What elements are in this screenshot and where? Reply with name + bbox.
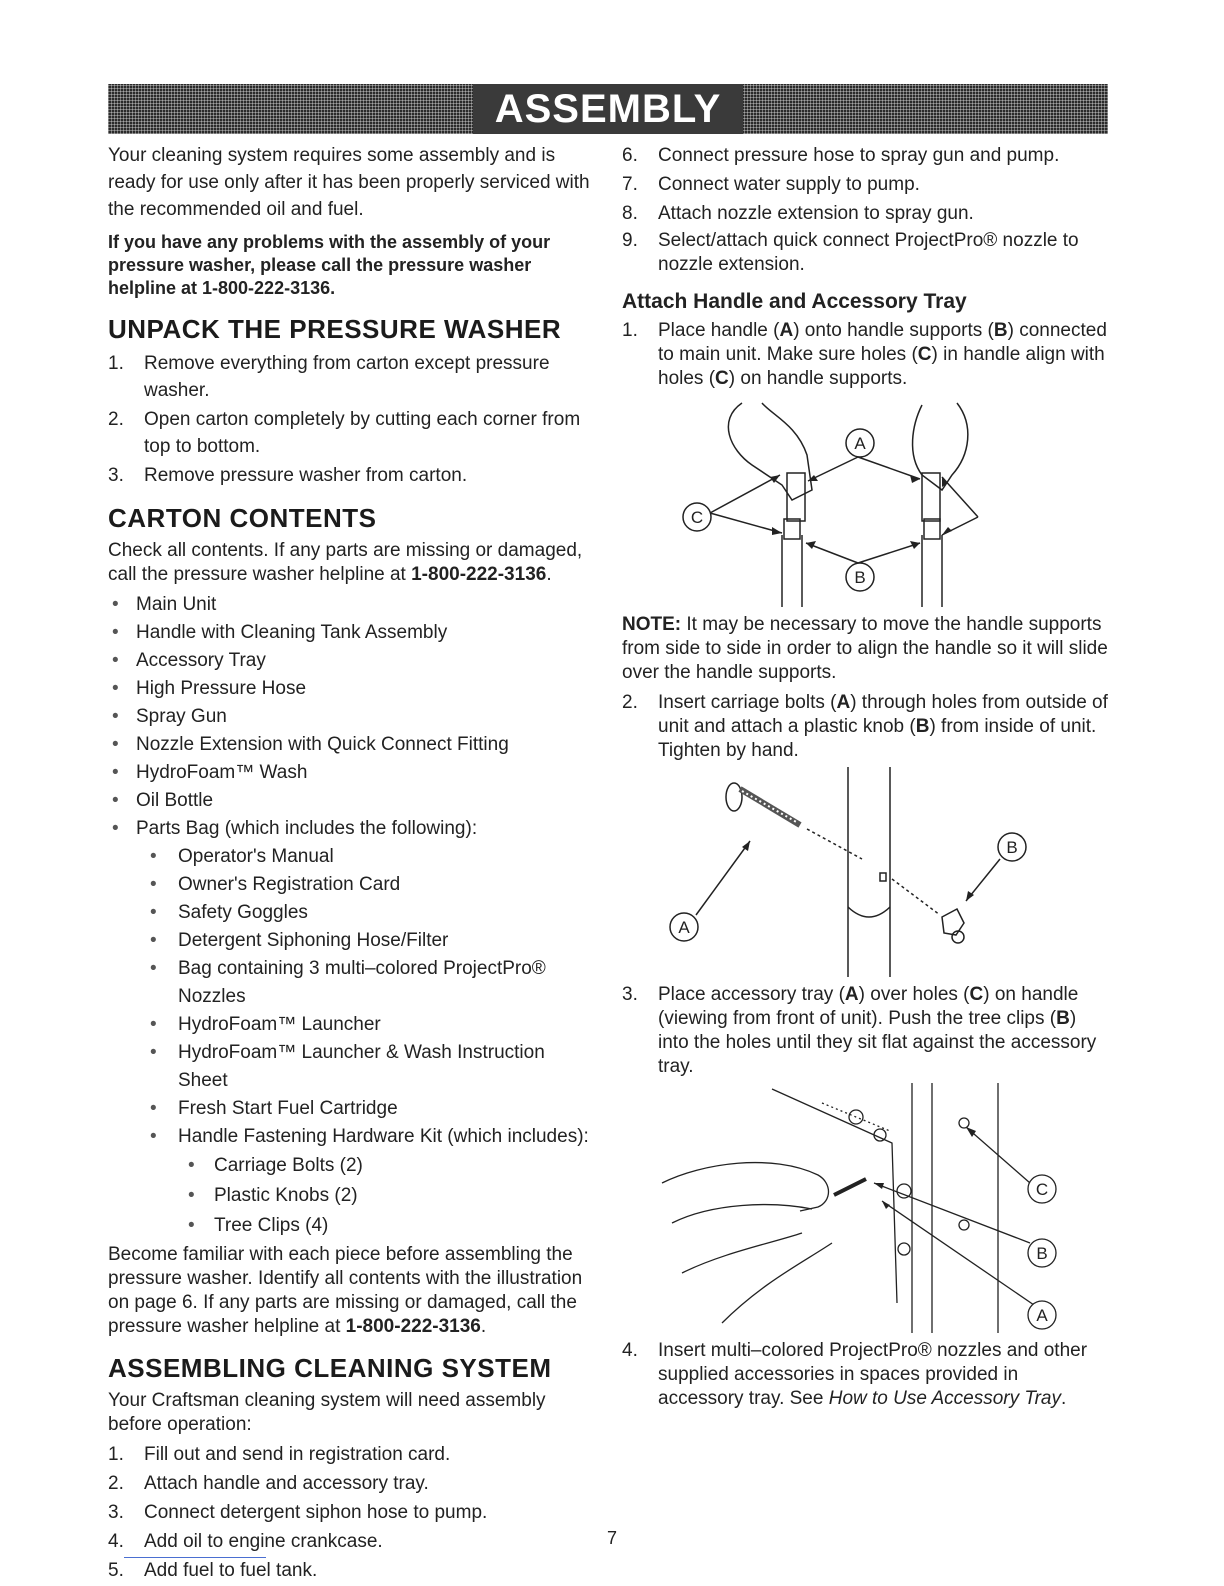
figure-label-a: A (1036, 1306, 1048, 1325)
list-item: • Detergent Siphoning Hose/Filter (108, 927, 596, 955)
footer-rule (124, 1557, 266, 1558)
step-text: Attach nozzle extension to spray gun. (658, 203, 974, 224)
list-item (622, 142, 1108, 169)
step-number: 5. (108, 1560, 124, 1581)
step-number: 6. (622, 145, 638, 166)
carton-outro: Become familiar with each piece before assembling the pressure washer. Identify all contents with the illustration on page 6. If any parts are missing or damaged, call the pressure washer helpline at 1-800-222-3136. (108, 1244, 583, 1337)
left-column (108, 142, 596, 1586)
carton-intro: Check all contents. If any parts are missing or damaged, call the pressure washer helpline at 1-800-222-3136. (108, 540, 583, 585)
page-number: 7 (606, 1528, 617, 1548)
attach-step-3 (622, 983, 1108, 1079)
list-item (108, 462, 596, 489)
attach-step-4 (622, 1339, 1108, 1411)
step-number: 1. (622, 320, 638, 341)
list-item: • Operator's Manual (108, 843, 596, 871)
carton-heading: CARTON CONTENTS (108, 503, 377, 533)
list-item: • Fresh Start Fuel Cartridge (108, 1095, 596, 1123)
list-item: 1. Place handle (A) onto handle supports (B) connected to main unit. Make sure holes (C) in handle align with holes (C) on handle supports. (622, 320, 1107, 389)
list-item: 3. Place accessory tray (A) over holes (C) on handle (viewing from front of unit). Push the tree clips (B) into the holes until they sit flat against the accessory tray. (622, 984, 1097, 1077)
list-item (622, 229, 1108, 277)
step-number: 3. (622, 984, 638, 1005)
list-item: • Oil Bottle (108, 787, 596, 815)
note-label: NOTE: (622, 614, 682, 635)
list-item: • High Pressure Hose (108, 675, 596, 703)
list-item: • Handle with Cleaning Tank Assembly (108, 619, 596, 647)
step-number: 3. (108, 465, 124, 486)
step-number: 4. (108, 1531, 124, 1552)
figure-label-a: A (678, 918, 690, 937)
section-title: ASSEMBLY (473, 84, 744, 134)
handle-supports-illustration (622, 395, 1108, 607)
figure-label-c: C (1035, 1180, 1049, 1199)
step-number: 9. (622, 230, 638, 251)
intro-text: Your cleaning system requires some assembly and is ready for use only after it has been properly serviced with the recommended oil and fuel. (108, 145, 590, 220)
list-item (108, 350, 596, 404)
list-item: • Parts Bag (which includes the following): (108, 815, 596, 843)
unpack-heading: UNPACK THE PRESSURE WASHER (108, 314, 562, 344)
list-item (108, 1470, 596, 1497)
step-text: Connect detergent siphon hose to pump. (144, 1502, 488, 1523)
list-item: • Safety Goggles (108, 899, 596, 927)
step-number: 8. (622, 203, 638, 224)
step-text: Fill out and send in registration card. (144, 1444, 451, 1465)
list-item (108, 1499, 596, 1526)
assembling-steps-continued (622, 142, 1108, 277)
step-number: 2. (108, 1473, 124, 1494)
list-item: 4. Insert multi–colored ProjectPro® nozzles and other supplied accessories in spaces provided in accessory tray. See How to Use Accessory Tray. (622, 1340, 1088, 1409)
carton-items (108, 591, 596, 843)
list-item: • Main Unit (108, 591, 596, 619)
figure-label-b: B (1036, 1244, 1048, 1263)
list-item (108, 406, 596, 460)
assembling-heading: ASSEMBLING CLEANING SYSTEM (108, 1353, 552, 1383)
list-item (622, 171, 1108, 198)
assembling-intro: Your Craftsman cleaning system will need assembly before operation: (108, 1390, 546, 1435)
step-text: Connect pressure hose to spray gun and pump. (658, 145, 1060, 166)
helpline-note: If you have any problems with the assembly of your pressure washer, please call the pressure washer helpline at 1-800-222-3136. (108, 232, 551, 298)
unpack-steps (108, 350, 596, 489)
step-text: Attach handle and accessory tray. (144, 1473, 429, 1494)
list-item: • Accessory Tray (108, 647, 596, 675)
step-text: Add oil to engine crankcase. (144, 1531, 383, 1552)
step-number: 2. (108, 409, 124, 430)
step-text: Remove pressure washer from carton. (144, 465, 468, 486)
figure-label-b: B (1006, 838, 1018, 857)
figure-label-c: C (690, 508, 704, 527)
list-item: • Carriage Bolts (2) (108, 1151, 596, 1181)
step-text: Connect water supply to pump. (658, 174, 920, 195)
note: NOTE: It may be necessary to move the handle supports from side to side in order to align the handle so it will slide over the handle supports. (622, 614, 1108, 683)
list-item: • Plastic Knobs (2) (108, 1181, 596, 1211)
step-number: 1. (108, 353, 124, 374)
list-item: • Tree Clips (4) (108, 1211, 596, 1241)
step-number: 4. (622, 1340, 638, 1361)
step-number: 2. (622, 692, 638, 713)
figure-label-b: B (854, 568, 866, 587)
helpline-phone: 1-800-222-3136 (345, 1316, 481, 1337)
step-number: 7. (622, 174, 638, 195)
list-item: • Handle Fastening Hardware Kit (which includes): (108, 1123, 596, 1151)
list-item (108, 1441, 596, 1468)
attach-step-1 (622, 319, 1108, 391)
list-item: • Nozzle Extension with Quick Connect Fitting (108, 731, 596, 759)
list-item: • Owner's Registration Card (108, 871, 596, 899)
figure-label-a: A (854, 434, 866, 453)
accessory-tray-illustration (622, 1083, 1108, 1333)
assembling-steps (108, 1441, 596, 1584)
step-text: Select/attach quick connect ProjectPro® nozzle to nozzle extension. (658, 230, 1079, 275)
list-item (108, 1557, 596, 1584)
list-item: • HydroFoam™ Launcher (108, 1011, 596, 1039)
section-banner (108, 84, 1108, 134)
right-column (622, 142, 1108, 1413)
step-number: 1. (108, 1444, 124, 1465)
step-number: 3. (108, 1502, 124, 1523)
list-item: 2. Insert carriage bolts (A) through holes from outside of unit and attach a plastic knob (B) from inside of unit. Tighten by hand. (622, 692, 1108, 761)
step-text: Open carton completely by cutting each corner from top to bottom. (144, 409, 581, 457)
carriage-bolt-illustration (622, 767, 1108, 977)
helpline-phone: 1-800-222-3136 (411, 564, 547, 585)
list-item: • HydroFoam™ Wash (108, 759, 596, 787)
step-text: Remove everything from carton except pressure washer. (144, 353, 550, 401)
list-item: • Spray Gun (108, 703, 596, 731)
hardware-items (108, 1151, 596, 1241)
list-item (622, 200, 1108, 227)
cross-reference: How to Use Accessory Tray (828, 1388, 1061, 1409)
list-item: • HydroFoam™ Launcher & Wash Instruction Sheet (108, 1039, 596, 1095)
attach-step-2 (622, 691, 1108, 763)
attach-heading: Attach Handle and Accessory Tray (622, 290, 967, 313)
parts-bag-items (108, 843, 596, 1151)
step-text: Add fuel to fuel tank. (144, 1560, 318, 1581)
list-item: • Bag containing 3 multi–colored ProjectPro® Nozzles (108, 955, 596, 1011)
